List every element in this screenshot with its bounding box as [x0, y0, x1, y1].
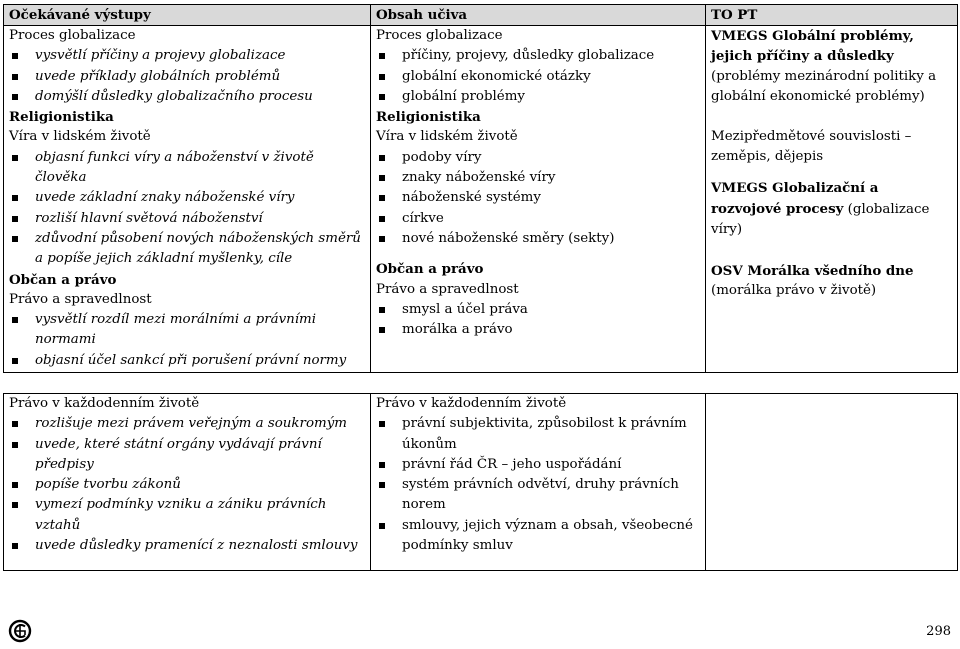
list-item: popíše tvorbu zákonů: [9, 475, 366, 495]
list-item: rozlišuje mezi právem veřejným a soukromým: [9, 414, 366, 434]
theme-entry: [711, 178, 953, 241]
section-title: Právo v každodenním životě: [376, 396, 567, 411]
cell-outcomes-2: [4, 394, 371, 571]
header-content: Obsah učiva: [371, 5, 706, 26]
section-title: Religionistika: [376, 109, 481, 126]
list-item: smlouvy, jejich význam a obsah, všeobecné podmínky smluv: [376, 516, 701, 557]
section-title: Proces globalizace: [9, 28, 136, 43]
section-title: Proces globalizace: [376, 28, 503, 43]
cross-curricular-note: Mezipředmětové souvislosti – zeměpis, dějepis: [711, 129, 912, 165]
school-logo-icon: [8, 619, 32, 643]
cell-content-2: [371, 394, 706, 571]
table-gap-row: [4, 373, 958, 394]
section-subtitle: Právo a spravedlnost: [376, 281, 519, 297]
list-item: systém právních odvětví, druhy právních norem: [376, 475, 701, 516]
theme-note: (globalizace víry): [711, 202, 930, 238]
curriculum-table: [3, 4, 958, 571]
list-item: vysvětlí příčiny a projevy globalizace: [9, 46, 366, 66]
section-title: Občan a právo: [9, 271, 117, 288]
list-item: zdůvodní působení nových náboženských směrů a popíše jejich základní myšlenky, cíle: [9, 229, 366, 270]
section-subtitle: Víra v lidském životě: [9, 129, 151, 145]
list-item: uvede, které státní orgány vydávají právní předpisy: [9, 435, 366, 476]
list-item: uvede příklady globálních problémů: [9, 67, 366, 87]
list-item: vymezí podmínky vzniku a zániku právních vztahů: [9, 495, 366, 536]
list-item: právní řád ČR – jeho uspořádání: [376, 455, 701, 475]
list-item: vysvětlí rozdíl mezi morálními a právními normami: [9, 310, 366, 351]
list-item: morálka a právo: [376, 320, 701, 340]
list-item: příčiny, projevy, důsledky globalizace: [376, 46, 701, 66]
theme-title: VMEGS Globální problémy, jejich příčiny a důsledky: [711, 28, 914, 65]
list-item: globální ekonomické otázky: [376, 67, 701, 87]
section-title: Religionistika: [9, 109, 114, 126]
table-row: [4, 26, 958, 373]
cell-to-pt-1: [706, 26, 958, 373]
list-item: podoby víry: [376, 148, 701, 168]
cell-to-pt-2: [706, 394, 958, 571]
table-header-row: [4, 5, 958, 26]
section-subtitle: Právo a spravedlnost: [9, 291, 152, 307]
list-item: znaky náboženské víry: [376, 168, 701, 188]
header-to-pt: TO PT: [706, 5, 958, 26]
theme-note: (morálka právo v životě): [711, 282, 877, 298]
bullet-list: [376, 414, 701, 556]
bullet-list: [9, 148, 366, 270]
bullet-list: [376, 300, 701, 341]
bullet-list: [376, 46, 701, 107]
list-item: objasní účel sankcí při porušení právní normy: [9, 351, 366, 371]
list-item: rozliší hlavní světová náboženství: [9, 209, 366, 229]
list-item: objasní funkci víry a náboženství v životě člověka: [9, 148, 366, 189]
page-number: 298: [926, 624, 951, 639]
section-title: Právo v každodenním životě: [9, 396, 200, 411]
theme-title: VMEGS Globalizační a rozvojové procesy: [711, 179, 879, 218]
list-item: nové náboženské směry (sekty): [376, 229, 701, 249]
list-item: církve: [376, 209, 701, 229]
bullet-list: [376, 148, 701, 249]
section-title: Občan a právo: [376, 261, 484, 278]
list-item: uvede základní znaky náboženské víry: [9, 188, 366, 208]
theme-title: OSV Morálka všedního dne: [711, 262, 914, 279]
list-item: globální problémy: [376, 87, 701, 107]
bullet-list: [9, 310, 366, 371]
cell-outcomes-1: [4, 26, 371, 373]
list-item: domýšlí důsledky globalizačního procesu: [9, 87, 366, 107]
list-item: smysl a účel práva: [376, 300, 701, 320]
list-item: právní subjektivita, způsobilost k právním úkonům: [376, 414, 701, 455]
list-item: uvede důsledky pramenící z neznalosti smlouvy: [9, 536, 366, 556]
theme-note: (problémy mezinárodní politiky a globální ekonomické problémy): [711, 68, 937, 104]
bullet-list: [9, 414, 366, 556]
cell-content-1: [371, 26, 706, 373]
list-item: náboženské systémy: [376, 188, 701, 208]
table-row: [4, 394, 958, 571]
bullet-list: [9, 46, 366, 107]
section-subtitle: Víra v lidském životě: [376, 129, 518, 145]
header-expected-outcomes: Očekávané výstupy: [4, 5, 371, 26]
